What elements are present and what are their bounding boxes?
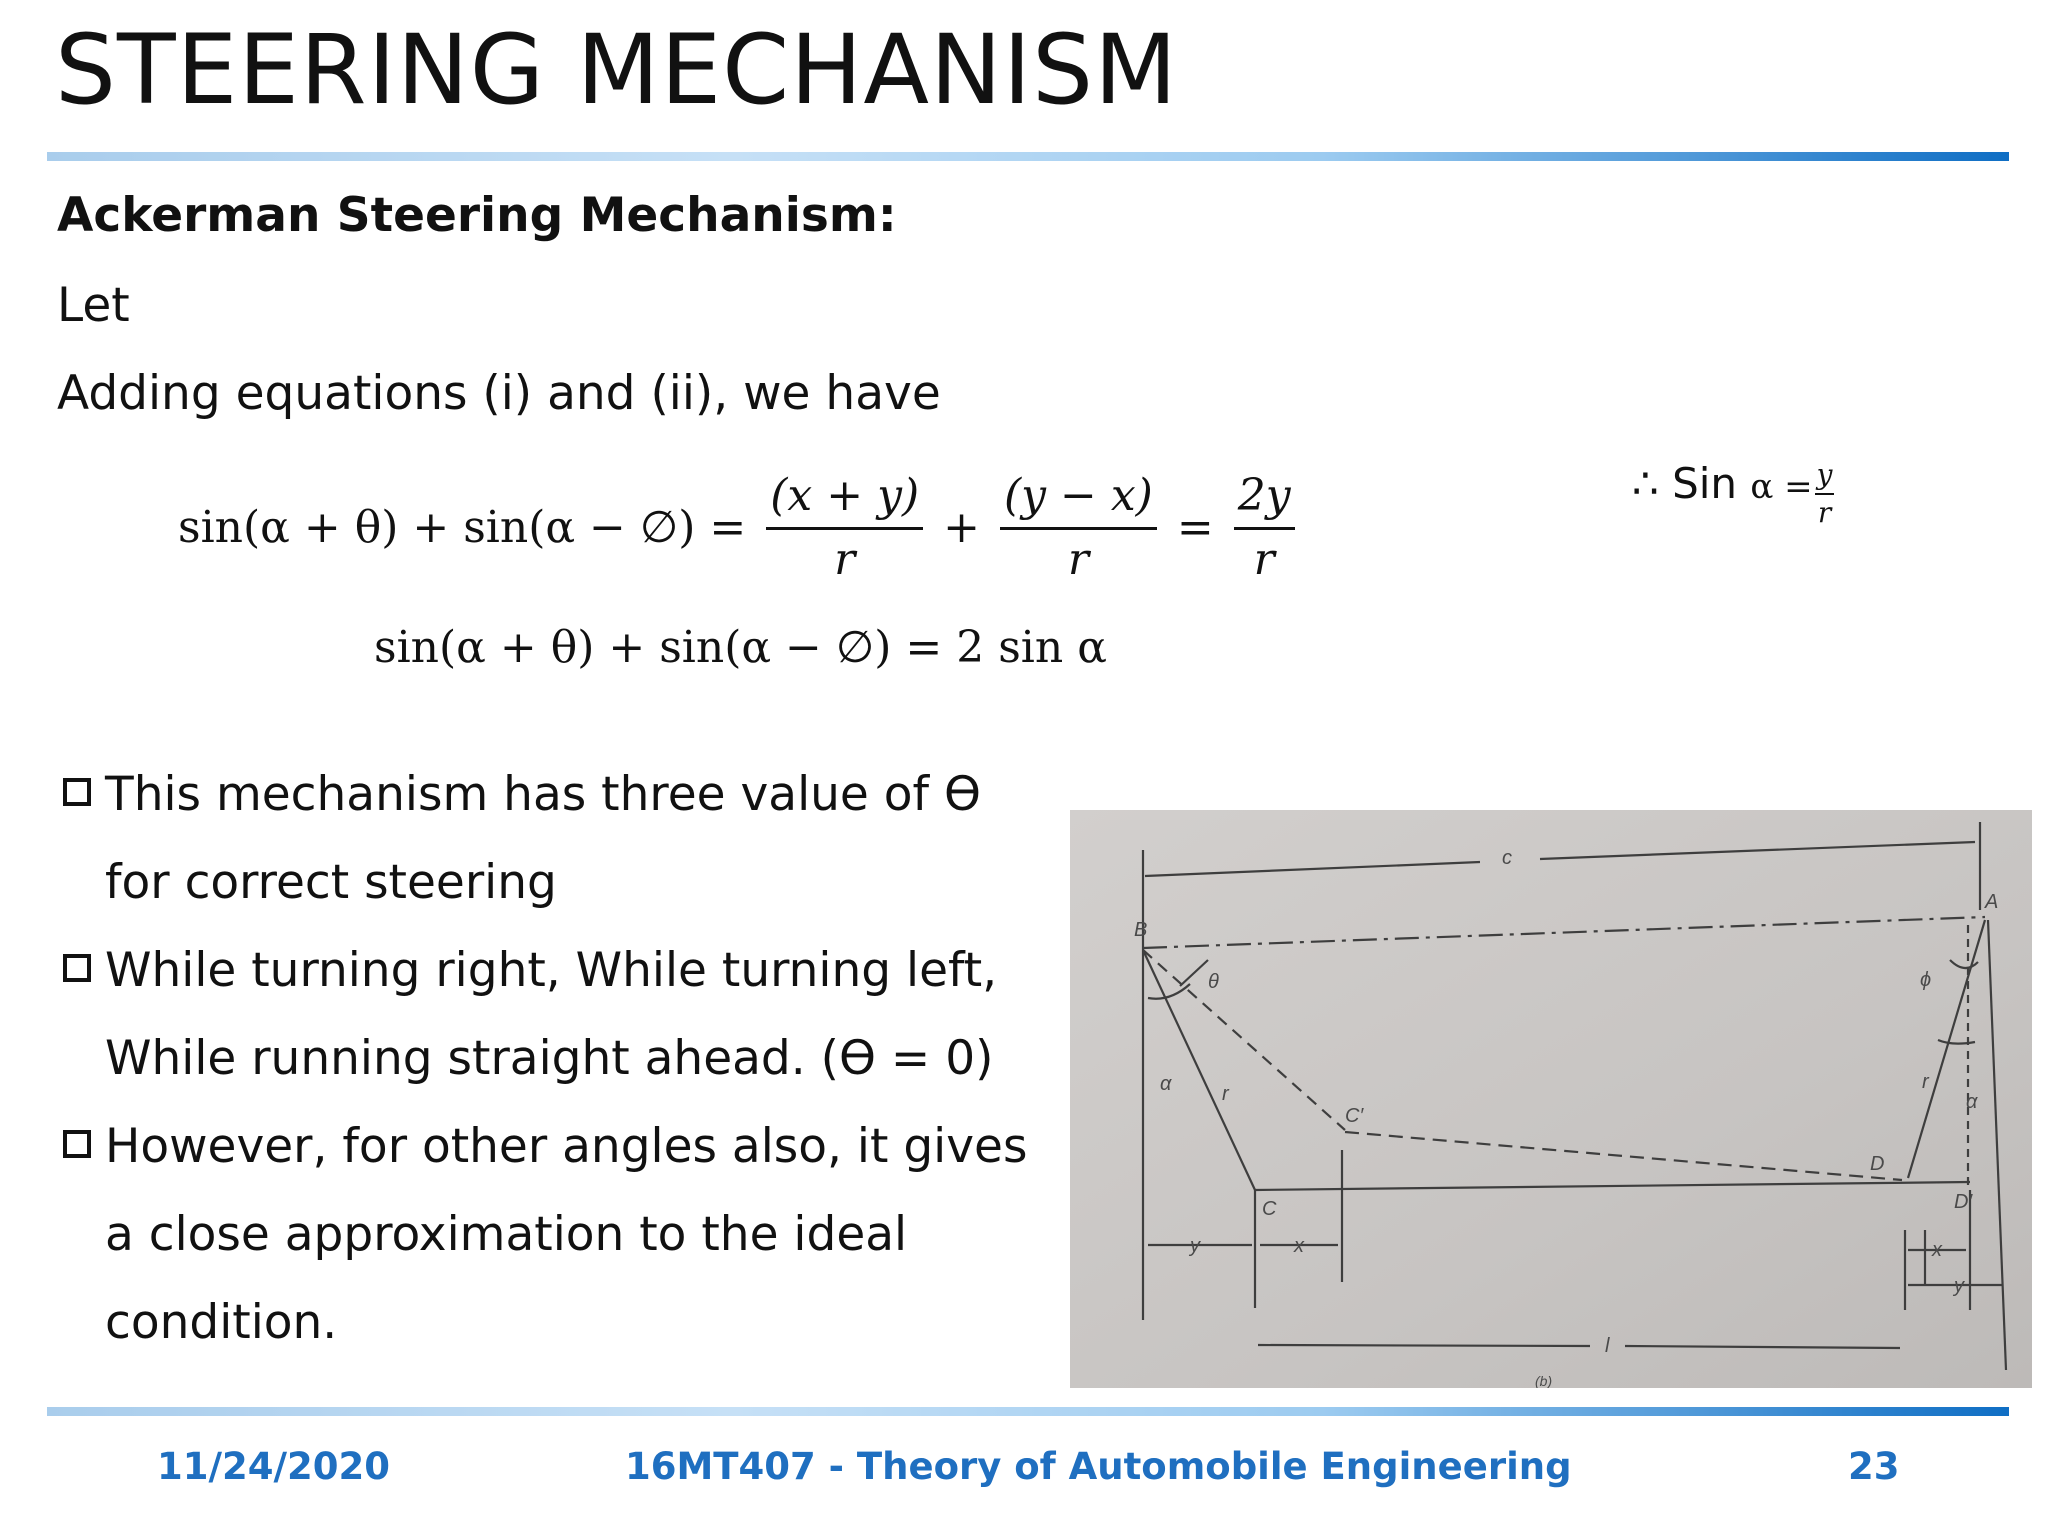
text-let: Let <box>57 278 130 333</box>
label-y-left: y <box>1190 1235 1200 1257</box>
side-note-fraction <box>1815 458 1835 529</box>
steering-diagram-photo <box>1070 810 2032 1388</box>
equation-1-frac2 <box>1000 470 1157 585</box>
checkbox-bullet-icon <box>63 954 91 982</box>
checkbox-bullet-icon <box>63 778 91 806</box>
label-y-right: y <box>1954 1275 1964 1297</box>
bullet-list <box>57 762 1057 1378</box>
footer-page-number: 23 <box>1848 1445 1900 1488</box>
title-divider <box>47 152 2009 161</box>
equation-1-plus: + <box>943 502 980 553</box>
footer-date: 11/24/2020 <box>157 1445 390 1488</box>
steering-diagram <box>1070 810 2032 1388</box>
label-D: D <box>1870 1153 1885 1175</box>
bullet-2-line-2: While running straight ahead. (ϴ = 0) <box>105 1031 994 1086</box>
side-note-num: y <box>1815 458 1835 495</box>
label-x-left: x <box>1294 1235 1304 1257</box>
bullet-item-3 <box>57 1114 1057 1378</box>
side-note <box>1632 458 1836 529</box>
equation-1-equals: = <box>1176 502 1214 553</box>
frac1-den: r <box>834 534 856 585</box>
label-C-prime: C′ <box>1345 1105 1364 1127</box>
bullet-1-line-2: for correct steering <box>105 855 557 910</box>
label-caption: (b) <box>1535 1373 1553 1388</box>
equation-1-frac3 <box>1234 470 1295 585</box>
checkbox-bullet-icon <box>63 1130 91 1158</box>
label-r-right: r <box>1922 1071 1929 1093</box>
label-theta: θ <box>1208 971 1219 993</box>
equation-1 <box>178 470 1301 585</box>
bullet-item-1 <box>57 762 1057 938</box>
section-heading: Ackerman Steering Mechanism: <box>57 188 897 243</box>
footer-course: 16MT407 - Theory of Automobile Engineering <box>625 1445 1572 1488</box>
frac3-num: 2y <box>1234 470 1295 530</box>
bullet-3-line-1: However, for other angles also, it gives <box>105 1119 1028 1174</box>
label-C: C <box>1262 1198 1277 1220</box>
footer-divider <box>47 1407 2009 1416</box>
bullet-item-2 <box>57 938 1057 1114</box>
equation-2: sin(α + θ) + sin(α − ∅) = 2 sin α <box>374 622 1107 673</box>
bullet-2-line-1: While turning right, While turning left, <box>105 943 998 998</box>
label-phi: ϕ <box>1920 969 1932 991</box>
frac1-num: (x + y) <box>766 470 923 530</box>
side-note-den: r <box>1817 496 1832 529</box>
slide-title: STEERING MECHANISM <box>55 14 1178 126</box>
frac2-den: r <box>1067 534 1089 585</box>
paper-background <box>1070 810 2032 1388</box>
bullet-3-line-2: a close approximation to the ideal <box>105 1207 908 1262</box>
side-note-var: α = <box>1750 467 1813 507</box>
bullet-3-line-3: condition. <box>105 1295 338 1350</box>
equation-1-frac1 <box>766 470 923 585</box>
label-alpha-left: α <box>1160 1073 1172 1095</box>
side-note-prefix: ∴ Sin <box>1632 459 1751 508</box>
text-adding-equations: Adding equations (i) and (ii), we have <box>57 366 941 421</box>
label-alpha-right: α <box>1966 1091 1978 1113</box>
equation-1-lhs: sin(α + θ) + sin(α − ∅) = <box>178 502 747 553</box>
label-c: c <box>1502 847 1512 869</box>
label-A: A <box>1985 891 1999 913</box>
bullet-1-line-1: This mechanism has three value of ϴ <box>105 767 982 822</box>
frac3-den: r <box>1253 534 1275 585</box>
label-D-prime: D′ <box>1954 1191 1973 1213</box>
label-x-right: x <box>1932 1239 1942 1261</box>
label-l: l <box>1605 1335 1610 1357</box>
frac2-num: (y − x) <box>1000 470 1157 530</box>
label-r-left: r <box>1222 1083 1229 1105</box>
label-B: B <box>1134 919 1148 941</box>
